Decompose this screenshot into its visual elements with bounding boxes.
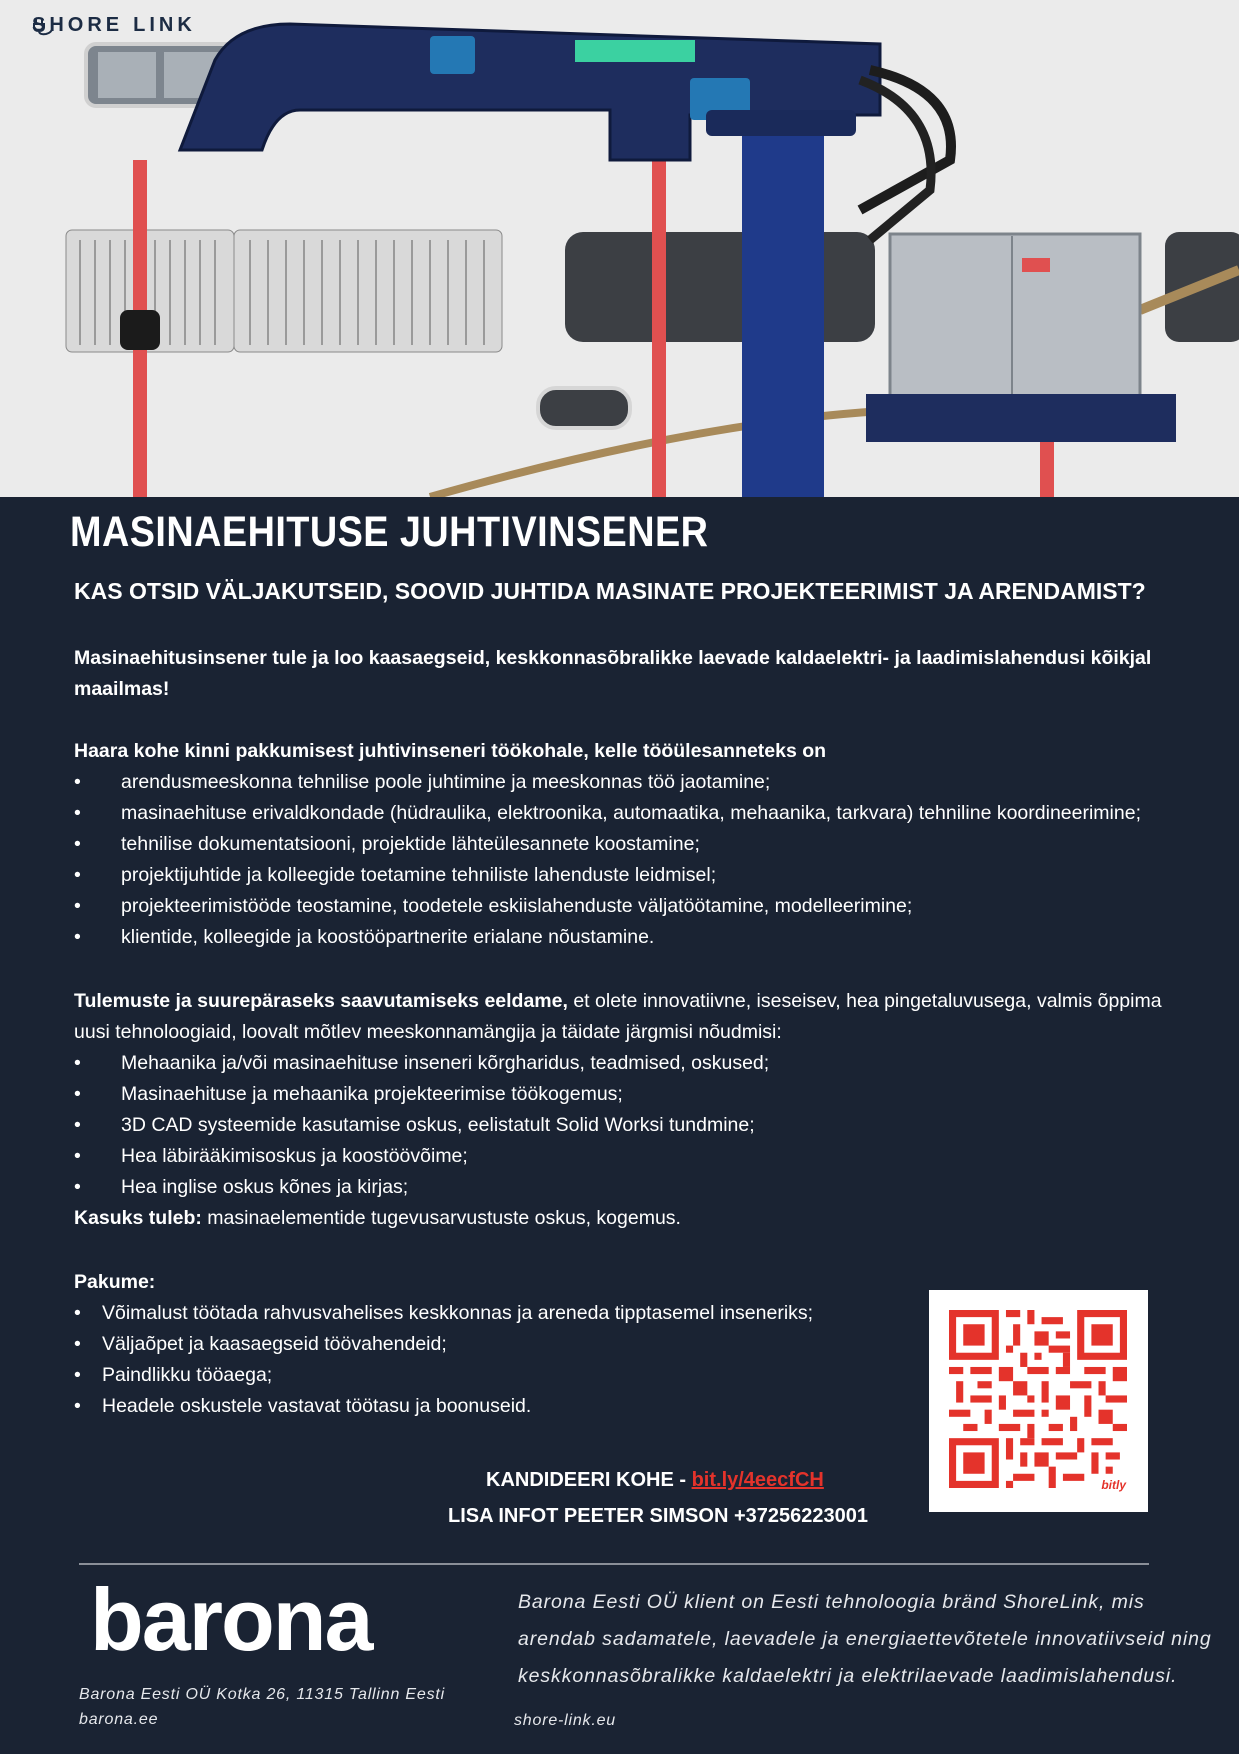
bitly-badge: bitly xyxy=(1101,1478,1126,1492)
contact-info: LISA INFOT PEETER SIMSON +37256223001 xyxy=(448,1505,868,1527)
duties-heading: Haara kohe kinni pakkumisest juhtivinseneri töökohale, kelle tööülesanneteks on xyxy=(74,740,827,762)
duty-item: • projektijuhtide ja kolleegide toetamine tehniliste lahenduste leidmisel; xyxy=(74,860,1214,891)
duties-section xyxy=(74,736,1214,953)
bonus-line xyxy=(74,1203,1214,1234)
footer-address-line: Barona Eesti OÜ Kotka 26, 11315 Tallinn Eesti xyxy=(79,1686,445,1703)
shore-power-crane-illustration xyxy=(0,0,1239,497)
apply-label: KANDIDEERI KOHE - xyxy=(486,1469,692,1491)
offer-item: • Headele oskustele vastavat töötasu ja boonuseid. xyxy=(74,1391,1214,1422)
requirement-item: • Masinaehituse ja mehaanika projekteerimise töökogemus; xyxy=(74,1079,1214,1110)
footer-description-line: keskkonnasõbralikke kaldaelektri ja elektrilaevade laadimislahendusi. xyxy=(518,1665,1178,1687)
bonus-text: masinaelementide tugevusarvustuste oskus, kogemus. xyxy=(201,1207,681,1229)
duty-item: • arendusmeeskonna tehnilise poole juhtimine ja meeskonnas töö jaotamine; xyxy=(74,767,1214,798)
bonus-label: Kasuks tuleb: xyxy=(74,1207,202,1229)
footer-description-line: arendab sadamatele, laevadele ja energiaettevõtetele innovatiivseid ning xyxy=(518,1628,1212,1650)
qr-code-icon xyxy=(949,1310,1127,1488)
apply-line xyxy=(486,1462,824,1498)
hero-photo xyxy=(0,0,1239,497)
job-title: MASINAEHITUSE JUHTIVINSENER xyxy=(70,508,709,556)
duty-item: • klientide, kolleegide ja koostööpartnerite erialane nõustamine. xyxy=(74,922,1214,953)
duty-item: • masinaehituse erivaldkondade (hüdraulika, elektroonika, automaatika, mehaanika, tarkvara) tehniline koordineerimine; xyxy=(74,798,1214,829)
requirement-item: • 3D CAD systeemide kasutamise oskus, eelistatult Solid Worksi tundmine; xyxy=(74,1110,1214,1141)
footer-website-barona[interactable]: barona.ee xyxy=(79,1711,159,1728)
shorelink-logo-left: SHORE xyxy=(32,14,124,36)
barona-logo-text: barona xyxy=(90,1584,372,1662)
duty-item: • tehnilise dokumentatsiooni, projektide lähteülesannete koostamine; xyxy=(74,829,1214,860)
offer-item: • Väljaõpet ja kaasaegseid töövahendeid; xyxy=(74,1329,1214,1360)
shorelink-logo xyxy=(32,14,196,37)
offer-item: • Võimalust töötada rahvusvahelises keskkonnas ja areneda tipptasemel inseneriks; xyxy=(74,1298,1214,1329)
requirements-lead xyxy=(74,986,1214,1017)
requirements-lead-text: et olete innovatiivne, iseseisev, hea pingetaluvusega, valmis õppima xyxy=(567,990,1162,1012)
footer-description xyxy=(518,1584,1238,1695)
requirement-item: • Hea läbirääkimisoskus ja koostöövõime; xyxy=(74,1141,1214,1172)
footer-website-shorelink[interactable]: shore-link.eu xyxy=(514,1712,617,1729)
requirements-lead-continued: uusi tehnoloogiaid, loovalt mõtlev meeskonnamängija ja täidate järgmisi nõudmisi: xyxy=(74,1021,782,1043)
offer-heading: Pakume: xyxy=(74,1271,156,1293)
duty-item: • projekteerimistööde teostamine, toodetele eskiislahenduste väljatöötamine, modelleerimine; xyxy=(74,891,1214,922)
footer-address xyxy=(79,1682,445,1732)
barona-logo xyxy=(90,1584,415,1662)
footer-description-line: Barona Eesti OÜ klient on Eesti tehnoloogia bränd ShoreLink, mis xyxy=(518,1591,1145,1613)
plug-icon xyxy=(32,14,56,36)
intro-paragraph: Masinaehitusinsener tule ja loo kaasaegseid, keskkonnasõbralikke laevade kaldaelektri- ja laadimislahendusi kõikjal maailmas! xyxy=(74,647,1152,700)
requirements-lead-bold: Tulemuste ja suurepäraseks saavutamiseks eeldame, xyxy=(74,990,568,1012)
footer-divider xyxy=(79,1563,1149,1565)
apply-link[interactable]: bit.ly/4eecfCH xyxy=(691,1469,824,1491)
offer-item: • Paindlikku tööaega; xyxy=(74,1360,1214,1391)
qr-code[interactable] xyxy=(929,1290,1148,1512)
shorelink-logo-right: LINK xyxy=(133,14,196,36)
headline: KAS OTSID VÄLJAKUTSEID, SOOVID JUHTIDA MASINATE PROJEKTEERIMIST JA ARENDAMIST? xyxy=(74,578,1146,604)
requirement-item: • Mehaanika ja/või masinaehituse inseneri kõrgharidus, teadmised, oskused; xyxy=(74,1048,1214,1079)
requirements-section xyxy=(74,986,1214,1234)
requirement-item: • Hea inglise oskus kõnes ja kirjas; xyxy=(74,1172,1214,1203)
